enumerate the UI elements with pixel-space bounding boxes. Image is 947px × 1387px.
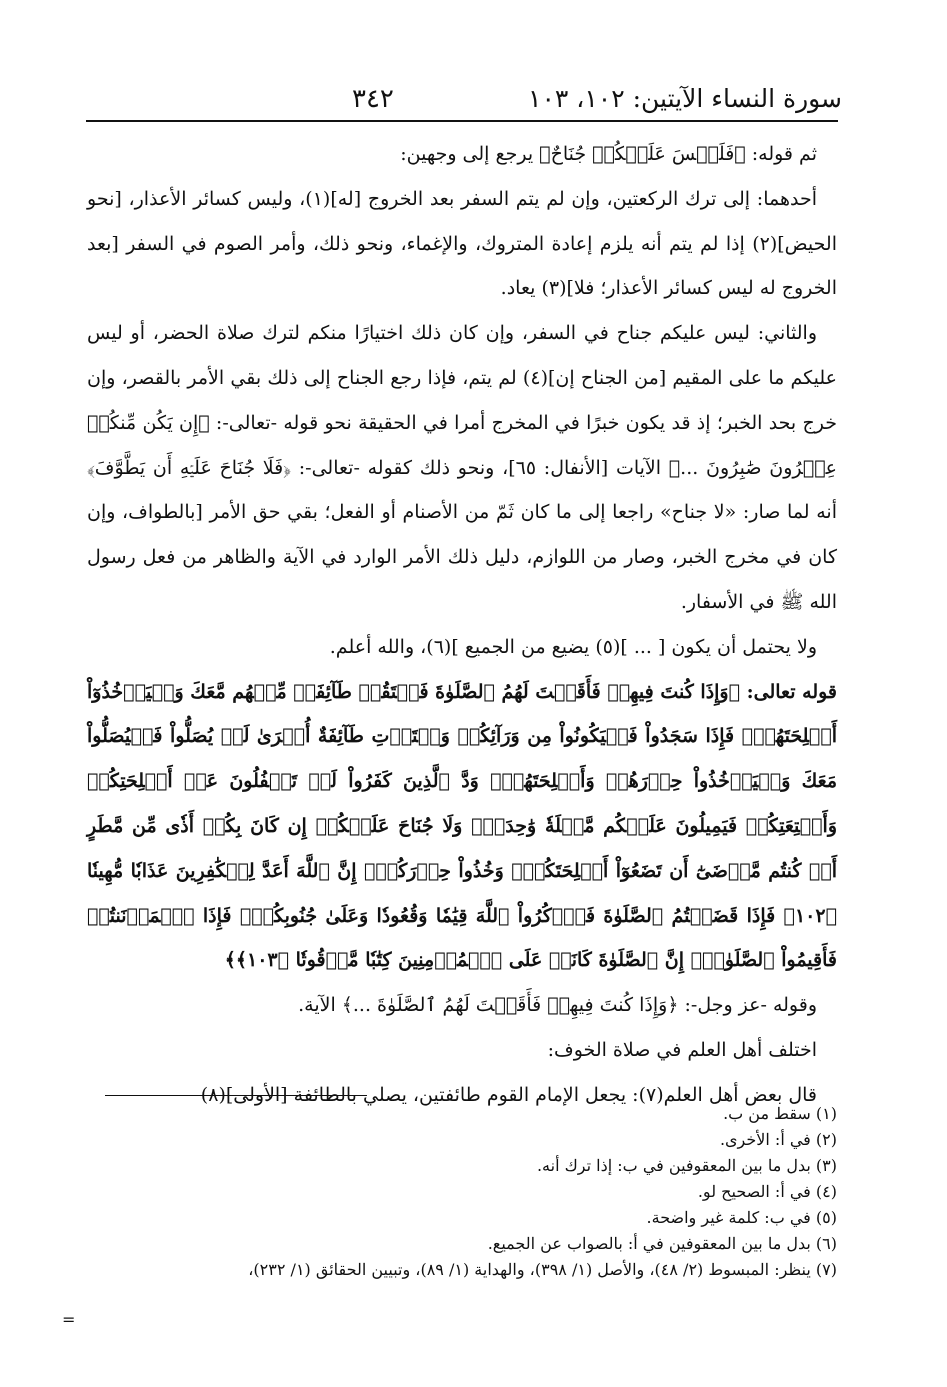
paragraph: اختلف أهل العلم في صلاة الخوف:: [547, 1038, 817, 1061]
paragraph: قال بعض أهل العلم(٧): يجعل الإمام القوم طائفتين، يصلي بالطائفة [الأولى](٨): [200, 1083, 817, 1106]
header-rule: [86, 120, 838, 122]
paragraph: والثاني: ليس عليكم جناح في السفر، وإن كان ذلك اختيارًا منكم لترك صلاة الحضر، أو ليس عليكم ما على المقيم [من الجناح إن](٤) لم يتم، فإذا رجع الجناح إلى ذلك بقي الأمر بالقصر، وإن خرج بحد الخبر؛ إذ قد يكون خبرًا في المخرج أمرا في الحقيقة نحو قوله -تعالى-: ﴿إِن يَكُن مِّنكُمۡ عِشۡرُونَ صَٰبِرُونَ ...﴾ الآيات [الأنفال: ٦٥]، ونحو ذلك كقوله -تعالى-: ﴿فَلَا جُنَاحَ عَلَيۡهِ أَن يَطَّوَّفَ﴾ أنه لما صار: «لا جناح» راجعا إلى ما كان ثَمّ من الأصنام أو الفعل؛ بقي حق الأمر [بالطواف، وإن كان في مخرج الخبر، وصار من اللوازم، دليل ذلك الأمر الوارد في الآية والظاهر من فعل رسول الله ﷺ في الأسفار.: [87, 322, 838, 613]
footnote: (٤) في أ: الصحيح لو.: [697, 1182, 837, 1201]
footnote-rule: [105, 1095, 367, 1096]
footnote: (٥) في ب: كلمة غير واضحة.: [646, 1208, 837, 1227]
footnotes: [77, 1101, 837, 1283]
running-header-title: سورة النساء الآيتين: ١٠٢، ١٠٣: [528, 84, 842, 113]
footnote: (٢) في أ: الأخرى.: [719, 1130, 837, 1149]
page-number: ٣٤٢: [352, 84, 394, 114]
footnote: (٦) بدل ما بين المعقوفين في أ: بالصواب عن الجميع.: [487, 1234, 837, 1253]
main-text: [87, 132, 837, 1118]
footnote: (٧) ينظر: المبسوط (٢/ ٤٨)، والأصل (١/ ٣٩٨)، والهداية (١/ ٨٩)، وتبيين الحقائق (١/ ٢٣٢)،: [248, 1260, 837, 1279]
footnote: (١) سقط من ب.: [723, 1104, 837, 1123]
paragraph: ثم قوله: ﴿فَلَيۡسَ عَلَيۡكُمۡ جُنَاحٌ﴾ يرجع إلى وجهين:: [400, 143, 817, 165]
footnote: (٣) بدل ما بين المعقوفين في ب: إذا ترك أنه.: [536, 1156, 837, 1175]
footnote-continuation-mark: =: [62, 1310, 76, 1329]
paragraph: ولا يحتمل أن يكون [ ... ](٥) يضيع من الجميع ](٦)، والله أعلم.: [329, 635, 817, 658]
paragraph: أحدهما: إلى ترك الركعتين، وإن لم يتم السفر بعد الخروج [له](١)، وليس كسائر الأعذار، [نحو الحيض](٢) إذا لم يتم أنه يلزم إعادة المتروك، والإغماء، ونحو ذلك، وأمر الصوم في السفر [بعد الخروج له ليس كسائر الأعذار؛ فلا](٣) يعاد.: [87, 187, 837, 300]
paragraph: وقوله -عز وجل-: ﴿وَإِذَا كُنتَ فِيهِمۡ فَأَقَمۡتَ لَهُمُ ٱلصَّلَوٰةَ ...﴾ الآية.: [298, 994, 817, 1017]
quran-verse: قوله تعالى: ﴿وَإِذَا كُنتَ فِيهِمۡ فَأَقَمۡتَ لَهُمُ ٱلصَّلَوٰةَ فَلۡتَقُمۡ طَآئِفَةٞ مِّنۡهُم مَّعَكَ وَلۡيَأۡخُذُوٓاْ أَسۡلِحَتَهُمۡۖ فَإِذَا سَجَدُواْ فَلۡيَكُونُواْ مِن وَرَآئِكُمۡ وَلۡتَأۡتِ طَآئِفَةٌ أُخۡرَىٰ لَمۡ يُصَلُّواْ فَلۡيُصَلُّواْ مَعَكَ وَلۡيَأۡخُذُواْ حِذۡرَهُمۡ وَأَسۡلِحَتَهُمۡۗ وَدَّ ٱلَّذِينَ كَفَرُواْ لَوۡ تَغۡفُلُونَ عَنۡ أَسۡلِحَتِكُمۡ وَأَمۡتِعَتِكُمۡ فَيَمِيلُونَ عَلَيۡكُم مَّيۡلَةٗ وَٰحِدَةٗۚ وَلَا جُنَاحَ عَلَيۡكُمۡ إِن كَانَ بِكُمۡ أَذٗى مِّن مَّطَرٍ أَوۡ كُنتُم مَّرۡضَىٰٓ أَن تَضَعُوٓاْ أَسۡلِحَتَكُمۡۖ وَخُذُواْ حِذۡرَكُمۡۗ إِنَّ ٱللَّهَ أَعَدَّ لِلۡكَٰفِرِينَ عَذَابٗا مُّهِينٗا ﴿١٠٢﴾ فَإِذَا قَضَيۡتُمُ ٱلصَّلَوٰةَ فَٱذۡكُرُواْ ٱللَّهَ قِيَٰمٗا وَقُعُودٗا وَعَلَىٰ جُنُوبِكُمۡۚ فَإِذَا ٱطۡمَأۡنَنتُمۡ فَأَقِيمُواْ ٱلصَّلَوٰةَۚ إِنَّ ٱلصَّلَوٰةَ كَانَتۡ عَلَى ٱلۡمُؤۡمِنِينَ كِتَٰبٗا مَّوۡقُوتٗا ﴿١٠٣﴾﴾: [87, 680, 837, 972]
